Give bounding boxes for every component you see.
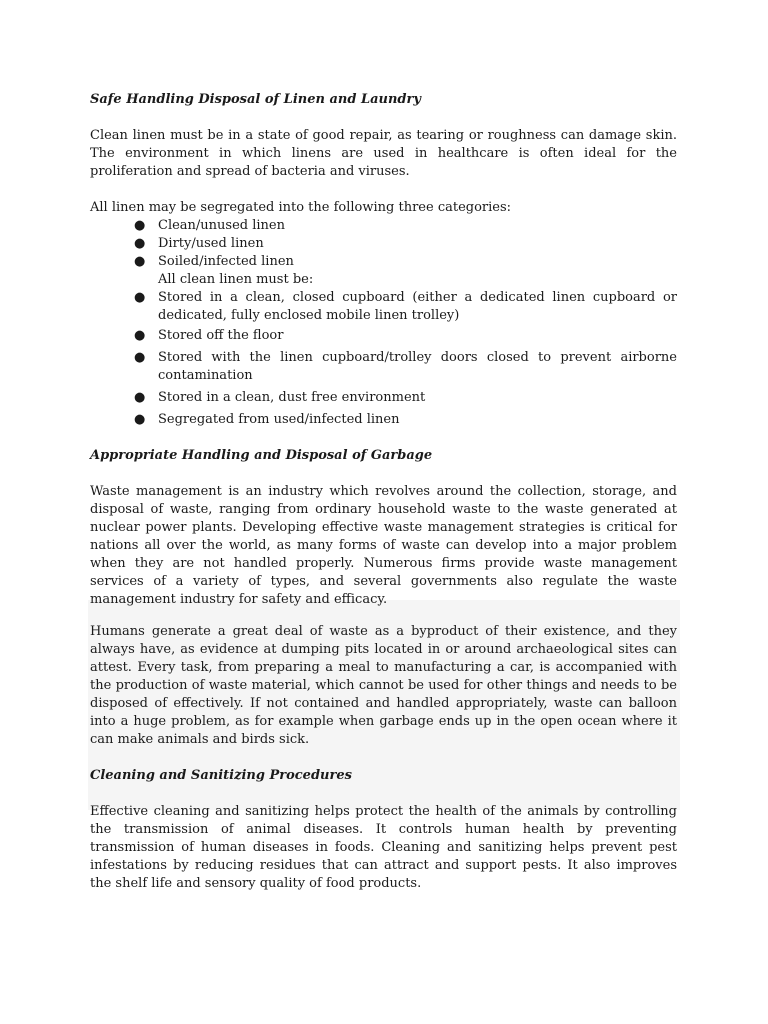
list-item-text: Stored off the floor xyxy=(158,328,284,343)
document-body xyxy=(90,91,677,893)
bullet-icon: ● xyxy=(134,254,146,269)
list-item-text: Stored in a clean, dust free environment xyxy=(158,390,426,405)
clean-linen-intro: All clean linen must be: xyxy=(158,272,314,287)
bullet-icon: ● xyxy=(134,290,146,305)
list-item xyxy=(90,289,677,325)
list-item-text: Stored with the linen cupboard/trolley doors closed to prevent airborne contamination xyxy=(158,350,677,383)
bullet-icon: ● xyxy=(134,236,146,251)
list-item-text: Segregated from used/infected linen xyxy=(158,412,400,427)
list-item xyxy=(90,253,677,271)
bullet-icon: ● xyxy=(134,218,146,233)
requirements-list xyxy=(90,289,677,429)
list-item-text: Clean/unused linen xyxy=(158,218,285,233)
paragraph-clean-linen: Clean linen must be in a state of good repair, as tearing or roughness can damage skin. The environment in which linens are used in healthcare is often ideal for the proliferation and spread of bacteria and viruses. xyxy=(90,128,677,179)
list-item xyxy=(90,349,677,385)
paragraph-cleaning: Effective cleaning and sanitizing helps protect the health of the animals by controlling the transmission of animal diseases. It controls human health by preventing transmission of human diseases in foods. Cleaning and sanitizing helps prevent pest infestations by reducing residues that can attract and support pests. It also improves the shelf life and sensory quality of food products. xyxy=(90,804,677,891)
heading-linen-laundry: Safe Handling Disposal of Linen and Laundry xyxy=(90,92,421,107)
bullet-icon: ● xyxy=(134,350,146,365)
category-list xyxy=(90,217,677,271)
list-item xyxy=(90,327,677,345)
list-item xyxy=(90,217,677,235)
list-item xyxy=(90,235,677,253)
list-item xyxy=(90,389,677,407)
list-item-text: Stored in a clean, closed cupboard (either a dedicated linen cupboard or dedicated, fully enclosed mobile linen trolley) xyxy=(158,290,677,323)
paragraph-humans-waste: Humans generate a great deal of waste as a byproduct of their existence, and they always have, as evidence at dumping pits located in or around archaeological sites can attest. Every task, from preparing a meal to manufacturing a car, is accompanied with the production of waste material, which cannot be used for other things and needs to be disposed of effectively. If not contained and handled appropriately, waste can balloon into a huge problem, as for example when garbage ends up in the open ocean where it can make animals and birds sick. xyxy=(90,624,677,747)
bullet-icon: ● xyxy=(134,390,146,405)
heading-garbage: Appropriate Handling and Disposal of Garbage xyxy=(90,448,433,463)
heading-cleaning-sanitizing: Cleaning and Sanitizing Procedures xyxy=(90,768,352,783)
bullet-icon: ● xyxy=(134,412,146,427)
paragraph-categories-intro: All linen may be segregated into the following three categories: xyxy=(90,200,512,215)
paragraph-waste-management: Waste management is an industry which revolves around the collection, storage, and disposal of waste, ranging from ordinary household waste to the waste generated at nuclear power plants. Developing effective waste management strategies is critical for nations all over the world, as many forms of waste can develop into a major problem when they are not handled properly. Numerous firms provide waste management services of a variety of types, and several governments also regulate the waste management industry for safety and efficacy. xyxy=(90,484,677,607)
list-item xyxy=(90,411,677,429)
list-item-text: Soiled/infected linen xyxy=(158,254,294,269)
list-item-text: Dirty/used linen xyxy=(158,236,264,251)
bullet-icon: ● xyxy=(134,328,146,343)
